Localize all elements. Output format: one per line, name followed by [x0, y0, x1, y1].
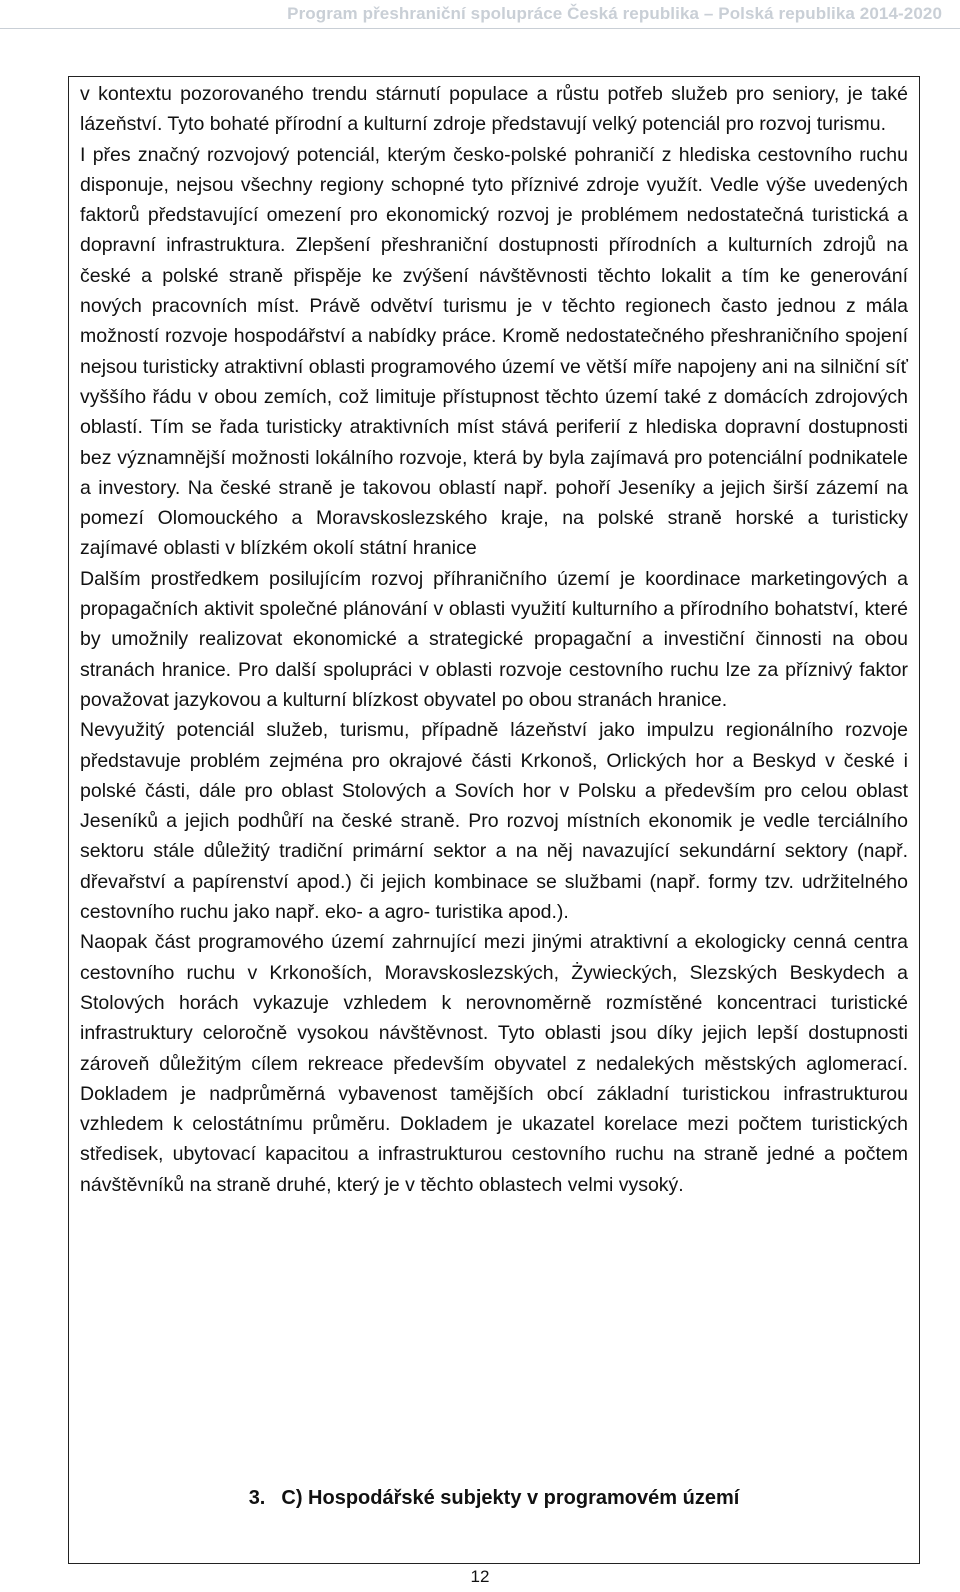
section-number: 3. [248, 1487, 266, 1509]
paragraph: Naopak část programového území zahrnující mezi jinými atraktivní a ekologicky cenná centra cestovního ruchu v Krkonoších, Moravskoslezských, Żywieckých, Slezských Beskydech a Stolových horách vykazuje vzhledem k nerovnoměrně rozmístěné koncentraci turistické infrastruktury celoročně vysokou návštěvnost. Tyto oblasti jsou díky jejich lepší dostupnosti zároveň důležitým cílem rekreace především obyvatel z nedalekých městských aglomerací. Dokladem je nadprůměrná vybavenost tamějších obcí základní turistickou infrastrukturou vzhledem k celostátnímu průměru. Dokladem je ukazatel korelace mezi počtem turistických středisek, ubytovací kapacitou a infrastrukturou cestovního ruchu na straně jedné a počtem návštěvníků na straně druhé, který je v těchto oblastech velmi vysoký. [80, 931, 908, 1196]
content-frame [68, 76, 920, 1564]
paragraph: v kontextu pozorovaného trendu stárnutí populace a růstu potřeb služeb pro seniory, je také lázeňství. Tyto bohaté přírodní a kulturní zdroje představují velký potenciál pro rozvoj turismu. [80, 83, 908, 136]
section-title: C) Hospodářské subjekty v programovém území [281, 1487, 740, 1509]
paragraph: Nevyužitý potenciál služeb, turismu, případně lázeňství jako impulzu regionálního rozvoje představuje problém zejména pro okrajové části Krkonoš, Orlických hor a Beskyd v české i polské části, dále pro oblast Stolových a Sovích hor v Polsku a především pro celou oblast Jeseníků a jejich podhůří na české straně. Pro rozvoj místních ekonomik je vedle terciálního sektoru stále důležitý tradiční primární sektor a na něj navazující sekundární sektory (např. dřevařství a papírenství apod.) či jejich kombinace se službami (např. formy tzv. udržitelného cestovního ruchu jako např. eko- a agro- turistika apod.). [80, 719, 908, 924]
page-number: 12 [470, 1567, 490, 1586]
body-text [80, 79, 908, 1200]
header-divider [0, 28, 960, 29]
running-header: Program přeshraniční spolupráce Česká republika – Polská republika 2014-2020 [287, 4, 942, 23]
paragraph: I přes značný rozvojový potenciál, kterým česko-polské pohraničí z hlediska cestovního ruchu disponuje, nejsou všechny regiony schopné tyto příznivé zdroje využít. Vedle výše uvedených faktorů představující omezení pro ekonomický rozvoj je problémem nedostatečná turistická a dopravní infrastruktura. Zlepšení přeshraniční dostupnosti přírodních a kulturních zdrojů na české a polské straně přispěje ke zvýšení návštěvnosti těchto lokalit a tím ke generování nových pracovních míst. Právě odvětví turismu je v těchto regionech často jednou z mála možností rozvoje hospodářství a nabídky práce. Kromě nedostatečného přeshraničního spojení nejsou turisticky atraktivní oblasti programového území ve větší míře napojeny ani na silniční síť vyššího řádu v obou zemích, což limituje přístupnost těchto území také z domácích zdrojových oblastí. Tím se řada turisticky atraktivních míst stává periferií z hlediska dopravní dostupnosti bez významnější možnosti lokálního rozvoje, která by byla zajímavá pro potenciální podnikatele a investory. Na české straně je takovou oblastí např. pohoří Jeseníky a jejich širší zázemí na pomezí Olomouckého a Moravskoslezského kraje, na polské straně horské a turisticky zajímavé oblasti v blízkém okolí státní hranice [80, 143, 908, 560]
paragraph: Dalším prostředkem posilujícím rozvoj příhraničního území je koordinace marketingových a propagačních aktivit společné plánování v oblasti využití kulturního a přírodního bohatství, které by umožnily realizovat ekonomické a strategické propagační a investiční činnosti na obou stranách hranice. Pro další spolupráci v oblasti rozvoje cestovního ruchu lze za příznivý faktor považovat jazykovou a kulturní blízkost obyvatel po obou stranách hranice. [80, 567, 908, 711]
section-heading [69, 1483, 919, 1513]
